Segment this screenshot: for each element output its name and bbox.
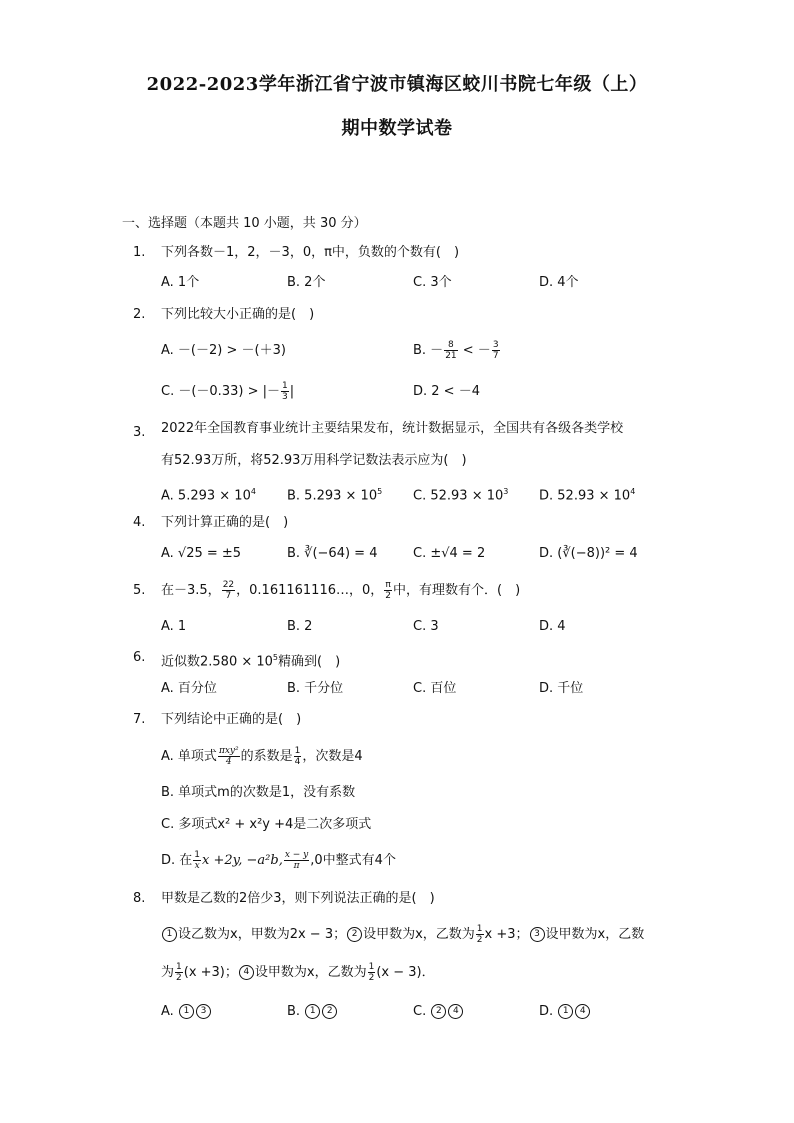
question-7-option-a xyxy=(0,746,794,768)
option-a: A. 1 xyxy=(161,619,187,634)
denominator: 2 xyxy=(385,591,391,601)
exam-title-line1: 2022-2023学年浙江省宁波市镇海区蛟川书院七年级（上） xyxy=(146,74,648,95)
option-c: C. 多项式x² + x²y +4是二次多项式 xyxy=(161,817,372,832)
option-c xyxy=(413,481,508,507)
question-4-options xyxy=(0,543,794,565)
question-7 xyxy=(0,709,794,731)
circled-number-1: 1 xyxy=(179,1004,194,1019)
option-d: D. (∛(−8))² = 4 xyxy=(539,546,638,561)
question-number: 3. xyxy=(133,425,146,440)
exponent: 5 xyxy=(272,653,279,662)
option-a xyxy=(161,481,256,507)
option-b-text: < － xyxy=(458,343,491,358)
option-a: A. －(－2) > －(＋3) xyxy=(161,343,286,358)
question-number: 1. xyxy=(133,245,146,260)
option-d: D. 2 < －4 xyxy=(413,384,480,399)
fraction xyxy=(175,962,183,983)
numerator: 1 xyxy=(368,962,375,972)
option-c: C. 3 xyxy=(413,619,439,634)
question-8-statements-line1 xyxy=(0,924,794,946)
exam-title-line2: 期中数学试卷 xyxy=(341,118,453,139)
exponent: 3 xyxy=(503,487,509,496)
question-number: 8. xyxy=(133,891,146,906)
statement-2: 设甲数为x，乙数为 xyxy=(363,927,475,942)
denominator: x xyxy=(194,861,200,871)
fraction xyxy=(368,962,376,983)
question-7-option-b xyxy=(0,782,794,804)
option-b xyxy=(287,1001,338,1023)
question-3 xyxy=(0,418,794,440)
option-b: B. ∛(−64) = 4 xyxy=(287,546,378,561)
fraction xyxy=(284,850,309,871)
exponent: 5 xyxy=(377,487,383,496)
exponent: 4 xyxy=(250,487,256,496)
option-a-text: 的系数是 xyxy=(240,749,293,764)
question-stem: 下列比较大小正确的是( ) xyxy=(161,307,315,322)
option-a: A. √25 = ±5 xyxy=(161,546,242,561)
fraction xyxy=(444,340,457,361)
option-b xyxy=(413,340,501,362)
question-6-options xyxy=(0,678,794,700)
question-stem: 下列各数－1，2，－3，0，π中，负数的个数有( ) xyxy=(161,245,460,260)
question-number: 6. xyxy=(133,650,146,665)
statement-2: x +3； xyxy=(484,927,529,942)
option-b: B. 单项式m的次数是1，没有系数 xyxy=(161,785,356,800)
question-5 xyxy=(0,580,794,602)
statement-4: 设甲数为x，乙数为 xyxy=(254,965,367,980)
circled-number-3: 3 xyxy=(196,1004,211,1019)
question-number: 7. xyxy=(133,712,146,727)
statement-3: (x +3)； xyxy=(183,965,238,980)
circled-number-4: 4 xyxy=(239,965,254,980)
circled-number-2: 2 xyxy=(347,927,362,942)
statement-3: 设甲数为x，乙数 xyxy=(545,927,645,942)
question-3-options xyxy=(0,481,794,503)
option-c xyxy=(161,381,294,403)
question-5-options xyxy=(0,616,794,638)
option-a: A. 百分位 xyxy=(161,681,217,696)
circled-number-2: 2 xyxy=(431,1004,446,1019)
fraction xyxy=(492,340,500,361)
option-c-text: | xyxy=(289,384,295,399)
option-c: C. 百位 xyxy=(413,681,457,696)
option-b xyxy=(287,481,382,507)
circled-number-3: 3 xyxy=(530,927,545,942)
fraction xyxy=(218,746,240,767)
question-3-line2 xyxy=(0,450,794,472)
option-d: D. 4 xyxy=(539,619,566,634)
denominator: 2 xyxy=(368,973,375,983)
question-4 xyxy=(0,512,794,534)
question-8 xyxy=(0,888,794,910)
option-d-text: D. 在 xyxy=(161,853,193,868)
option-a xyxy=(161,1001,212,1023)
denominator: 3 xyxy=(281,392,288,402)
stem-text: 近似数2.580 × 10 xyxy=(161,654,273,670)
numerator: π xyxy=(385,580,391,590)
option-c: C. 3个 xyxy=(413,275,452,290)
question-2 xyxy=(0,304,794,326)
circled-number-1: 1 xyxy=(558,1004,573,1019)
denominator: 2 xyxy=(476,935,483,945)
option-d: D. 千位 xyxy=(539,681,584,696)
option-a-text: A. xyxy=(161,1004,178,1019)
option-b-text: B. 5.293 × 10 xyxy=(287,488,378,504)
stem-text: 中，有理数有个．( ) xyxy=(393,583,521,598)
option-d: D. 4个 xyxy=(539,275,579,290)
statement-4: (x − 3)． xyxy=(376,965,435,980)
statements xyxy=(161,924,644,946)
question-6 xyxy=(0,647,794,669)
question-stem: 下列计算正确的是( ) xyxy=(161,515,289,530)
question-number: 4. xyxy=(133,515,146,530)
option-a-text: ，次数是4 xyxy=(302,749,363,764)
question-7-option-d xyxy=(0,850,794,872)
option-c: C. ±√4 = 2 xyxy=(413,546,486,561)
fraction xyxy=(384,580,392,601)
option-b: B. 千分位 xyxy=(287,681,344,696)
question-stem-line1: 2022年全国教育事业统计主要结果发布，统计数据显示，全国共有各级各类学校 xyxy=(161,421,624,436)
circled-number-4: 4 xyxy=(575,1004,590,1019)
statement-1: 设乙数为x，甲数为2x − 3； xyxy=(178,927,347,942)
numerator: 1 xyxy=(176,962,182,972)
question-2-options-cd xyxy=(0,381,794,403)
option-b-text: B. xyxy=(287,1004,305,1019)
option-a-text: A. 单项式 xyxy=(161,749,217,764)
question-1-options xyxy=(0,272,794,294)
question-number: 2. xyxy=(133,307,146,322)
denominator: π xyxy=(293,861,300,871)
option-a-text: A. 5.293 × 10 xyxy=(161,488,251,504)
option-b: B. 2 xyxy=(287,619,313,634)
question-2-options-ab xyxy=(0,340,794,362)
section-heading: 一、选择题（本题共 10 小题，共 30 分） xyxy=(122,216,367,231)
question-stem: 甲数是乙数的2倍少3，则下列说法正确的是( ) xyxy=(161,891,435,906)
numerator: 1 xyxy=(294,746,301,756)
question-stem xyxy=(161,580,520,602)
question-7-option-c xyxy=(0,814,794,836)
option-d-text: D. 52.93 × 10 xyxy=(539,488,631,504)
denominator: 4 xyxy=(294,757,301,767)
denominator: 7 xyxy=(492,351,499,361)
option-a xyxy=(161,746,363,768)
option-c xyxy=(413,1001,464,1023)
fraction xyxy=(294,746,302,767)
fraction xyxy=(476,924,484,945)
circled-number-1: 1 xyxy=(162,927,177,942)
denominator: 7 xyxy=(225,591,232,601)
numerator: 1 xyxy=(194,850,201,860)
option-d xyxy=(539,1001,591,1023)
stem-text: 精确到( ) xyxy=(278,654,341,670)
option-d xyxy=(539,481,635,507)
question-8-options xyxy=(0,1001,794,1023)
fraction xyxy=(281,381,289,402)
fraction xyxy=(193,850,201,871)
question-number: 5. xyxy=(133,583,146,598)
statements xyxy=(161,962,435,984)
numerator: 3 xyxy=(492,340,499,350)
question-8-statements-line2 xyxy=(0,962,794,984)
stem-text: ，0.161161116…，0， xyxy=(236,583,384,598)
option-c-text: C. xyxy=(413,1004,431,1019)
circled-number-2: 2 xyxy=(322,1004,337,1019)
circled-number-1: 1 xyxy=(305,1004,320,1019)
question-1 xyxy=(0,242,794,264)
option-d-text: D. xyxy=(539,1004,558,1019)
denominator: 21 xyxy=(445,351,457,361)
option-a: A. 1个 xyxy=(161,275,200,290)
question-stem-line2: 有52.93万所，将52.93万用科学记数法表示应为( ) xyxy=(161,453,467,468)
denominator: 4 xyxy=(225,757,232,767)
numerator: 8 xyxy=(444,340,457,351)
statement-3: 为 xyxy=(161,965,175,980)
numerator: 1 xyxy=(476,924,483,934)
option-d xyxy=(161,850,396,872)
denominator: 2 xyxy=(176,973,182,983)
option-d-text: x +2y, −a²b, xyxy=(202,853,283,868)
option-c-text: C. －(－0.33) > |－ xyxy=(161,384,280,399)
numerator: 22 xyxy=(222,580,235,590)
option-b-text: B. － xyxy=(413,343,444,358)
numerator: πxy² xyxy=(218,746,239,756)
circled-number-4: 4 xyxy=(448,1004,463,1019)
numerator: x − y xyxy=(284,850,309,860)
question-stem xyxy=(161,647,340,673)
option-d-text: ,0中整式有4个 xyxy=(310,853,396,868)
question-stem: 下列结论中正确的是( ) xyxy=(161,712,302,727)
option-c-text: C. 52.93 × 10 xyxy=(413,488,504,504)
fraction xyxy=(222,580,235,601)
stem-text: 在－3.5， xyxy=(161,583,221,598)
exponent: 4 xyxy=(630,487,636,496)
numerator: 1 xyxy=(281,381,288,391)
option-b: B. 2个 xyxy=(287,275,326,290)
